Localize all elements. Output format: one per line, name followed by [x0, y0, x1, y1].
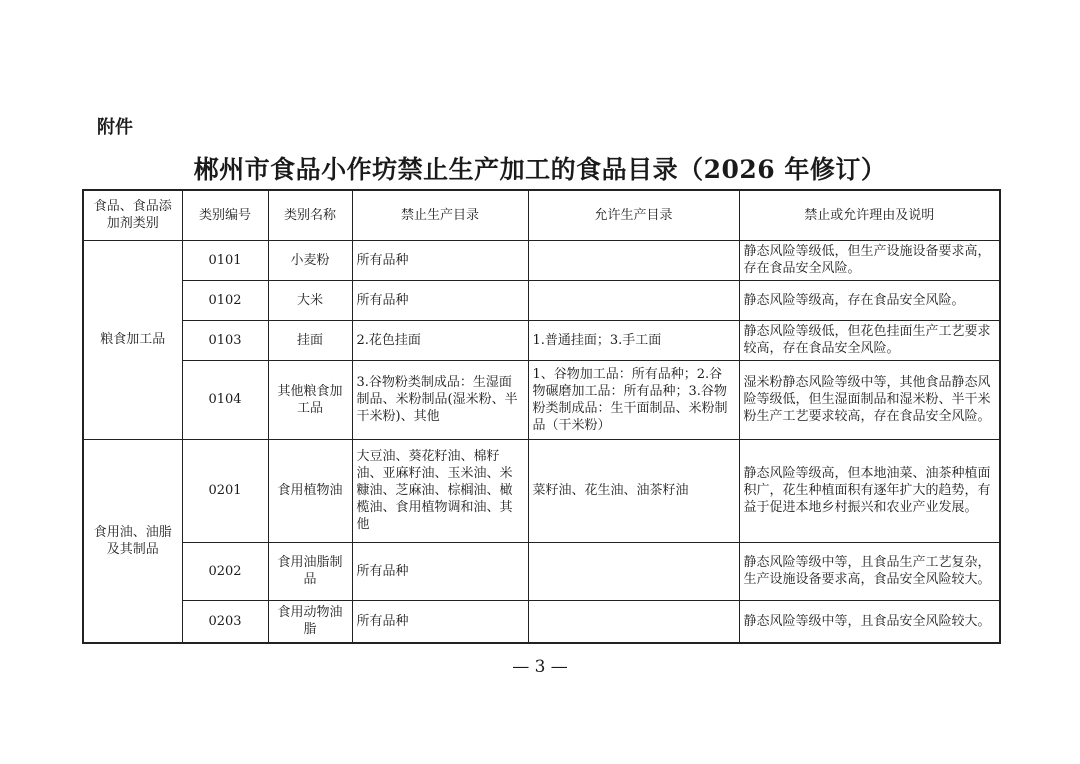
row-reason: 静态风险等级低，但花色挂面生产工艺要求较高，存在食品安全风险。	[739, 320, 1000, 360]
row-allowed	[528, 280, 739, 320]
row-reason: 静态风险等级高，但本地油菜、油茶种植面积广，花生种植面积有逐年扩大的趋势，有益于促进本地乡村振兴和农业产业发展。	[739, 439, 1000, 542]
attachment-label: 附件	[97, 117, 133, 138]
table-row	[83, 439, 1000, 542]
row-code: 0202	[182, 542, 268, 600]
row-code: 0201	[182, 439, 268, 542]
row-name: 挂面	[268, 320, 352, 360]
row-reason: 静态风险等级低，但生产设施设备要求高，存在食品安全风险。	[739, 240, 1000, 280]
header-allowed: 允许生产目录	[528, 190, 739, 240]
row-name: 食用动物油脂	[268, 600, 352, 643]
row-code: 0101	[182, 240, 268, 280]
row-name: 大米	[268, 280, 352, 320]
document-title: 郴州市食品小作坊禁止生产加工的食品目录（2026 年修订）	[193, 155, 887, 184]
catalog-table	[82, 189, 1001, 644]
row-name: 食用油脂制品	[268, 542, 352, 600]
row-name: 小麦粉	[268, 240, 352, 280]
row-reason: 静态风险等级中等，且食品生产工艺复杂，生产设施设备要求高，食品安全风险较大。	[739, 542, 1000, 600]
row-prohibited: 2.花色挂面	[352, 320, 528, 360]
row-name: 其他粮食加工品	[268, 360, 352, 439]
row-reason: 静态风险等级中等，且食品安全风险较大。	[739, 600, 1000, 643]
header-code: 类别编号	[182, 190, 268, 240]
row-reason: 湿米粉静态风险等级中等，其他食品静态风险等级低，但生湿面制品和湿米粉、半干米粉生产工艺要求较高，存在食品安全风险。	[739, 360, 1000, 439]
row-code: 0103	[182, 320, 268, 360]
header-prohibited: 禁止生产目录	[352, 190, 528, 240]
table-row	[83, 320, 1000, 360]
row-name: 食用植物油	[268, 439, 352, 542]
header-reason: 禁止或允许理由及说明	[739, 190, 1000, 240]
table-row	[83, 240, 1000, 280]
table-row	[83, 600, 1000, 643]
row-allowed: 1、谷物加工品：所有品种；2.谷物碾磨加工品：所有品种；3.谷物粉类制成品：生干面制品、米粉制品（干米粉）	[528, 360, 739, 439]
row-allowed	[528, 240, 739, 280]
row-code: 0104	[182, 360, 268, 439]
header-category: 食品、食品添加剂类别	[83, 190, 182, 240]
row-prohibited: 大豆油、葵花籽油、棉籽油、亚麻籽油、玉米油、米糠油、芝麻油、棕榈油、橄榄油、食用植物调和油、其他	[352, 439, 528, 542]
row-prohibited: 所有品种	[352, 542, 528, 600]
row-reason: 静态风险等级高，存在食品安全风险。	[739, 280, 1000, 320]
header-name: 类别名称	[268, 190, 352, 240]
table-row	[83, 280, 1000, 320]
page-number: — 3 —	[512, 657, 568, 677]
row-code: 0203	[182, 600, 268, 643]
table-header-row	[83, 190, 1000, 240]
row-prohibited: 所有品种	[352, 600, 528, 643]
row-prohibited: 所有品种	[352, 240, 528, 280]
group-category: 食用油、油脂及其制品	[83, 439, 182, 643]
row-code: 0102	[182, 280, 268, 320]
row-prohibited: 所有品种	[352, 280, 528, 320]
row-allowed: 菜籽油、花生油、油茶籽油	[528, 439, 739, 542]
row-allowed	[528, 542, 739, 600]
row-prohibited: 3.谷物粉类制成品：生湿面制品、米粉制品(湿米粉、半干米粉)、其他	[352, 360, 528, 439]
group-category: 粮食加工品	[83, 240, 182, 439]
row-allowed	[528, 600, 739, 643]
row-allowed: 1.普通挂面；3.手工面	[528, 320, 739, 360]
table-row	[83, 360, 1000, 439]
table-row	[83, 542, 1000, 600]
